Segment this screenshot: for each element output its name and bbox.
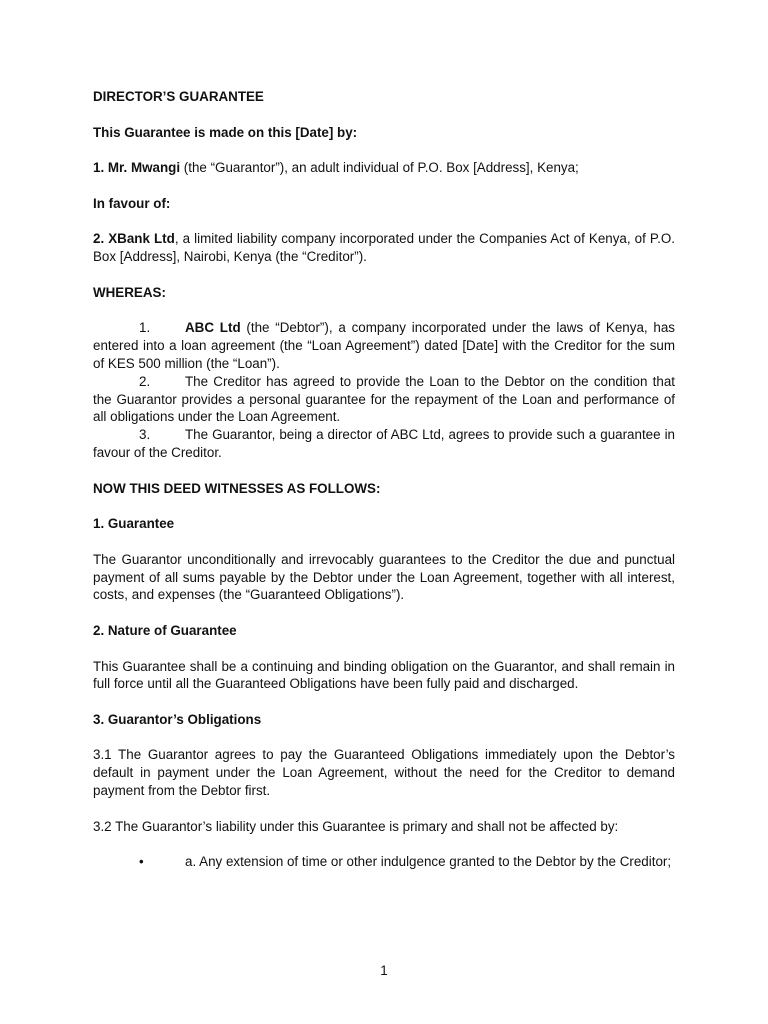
recital-number: 3. — [139, 427, 151, 443]
in-favour-heading: In favour of: — [93, 195, 171, 211]
section-3-2-text: 3.2 The Guarantor’s liability under this Guarantee is primary and shall not be affected by: — [93, 818, 619, 834]
guarantor-text: (the “Guarantor”), an adult individual of P.O. Box [Address], Kenya; — [180, 160, 579, 176]
section-1-text: The Guarantor unconditionally and irrevocably guarantees to the Creditor the due and punctual payment of all sums payable by the Debtor under the Loan Agreement, together with all interest, costs, and expenses (the “Guaranteed Obligations”). — [93, 551, 675, 603]
deed-heading: NOW THIS DEED WITNESSES AS FOLLOWS: — [93, 480, 381, 496]
section-1-heading: 1. Guarantee — [93, 516, 175, 532]
recital-text: The Creditor has agreed to provide the Loan to the Debtor on the condition that the Guarantor provides a personal guarantee for the repayment of the Loan and performance of all obligations under the Loan Agreement. — [93, 373, 675, 425]
guarantor-name: 1. Mr. Mwangi — [93, 160, 181, 176]
recital-2 — [93, 373, 675, 426]
section-2-heading: 2. Nature of Guarantee — [93, 622, 237, 638]
recital-number: 1. — [139, 320, 151, 336]
document-page — [93, 88, 675, 871]
bullet-icon: • — [139, 854, 144, 870]
list-item-a-text: a. Any extension of time or other indulgence granted to the Debtor by the Creditor; — [185, 854, 672, 870]
recital-text: The Guarantor, being a director of ABC Ltd, agrees to provide such a guarantee in favour of the Creditor. — [93, 427, 675, 460]
creditor-name: 2. XBank Ltd — [93, 231, 175, 247]
page-number: 1 — [380, 963, 388, 978]
recital-number: 2. — [139, 373, 151, 389]
whereas-heading: WHEREAS: — [93, 284, 166, 300]
section-3-heading: 3. Guarantor’s Obligations — [93, 711, 262, 727]
guarantor-party — [93, 159, 675, 177]
list-item-a — [93, 853, 675, 871]
recital-3 — [93, 426, 675, 462]
recital-bold: ABC Ltd — [185, 320, 241, 336]
recital-1 — [93, 319, 675, 372]
creditor-text: , a limited liability company incorporated under the Companies Act of Kenya, of P.O. Box [Address], Nairobi, Kenya (the “Creditor”). — [93, 231, 675, 265]
recital-text: (the “Debtor”), a company incorporated under the laws of Kenya, has entered into a loan agreement (the “Loan Agreement”) dated [Date] with the Creditor for the sum of KES 500 million (the “Loan”). — [93, 320, 675, 371]
section-2-text: This Guarantee shall be a continuing and binding obligation on the Guarantor, and shall remain in full force until all the Guaranteed Obligations have been fully paid and discharged. — [93, 658, 675, 692]
section-3-1-text: 3.1 The Guarantor agrees to pay the Guaranteed Obligations immediately upon the Debtor’s default in payment under the Loan Agreement, without the need for the Creditor to demand payment from the Debtor first. — [93, 747, 675, 799]
made-on-line: This Guarantee is made on this [Date] by: — [93, 124, 358, 140]
document-title: DIRECTOR’S GUARANTEE — [93, 89, 264, 104]
creditor-party — [93, 230, 675, 266]
